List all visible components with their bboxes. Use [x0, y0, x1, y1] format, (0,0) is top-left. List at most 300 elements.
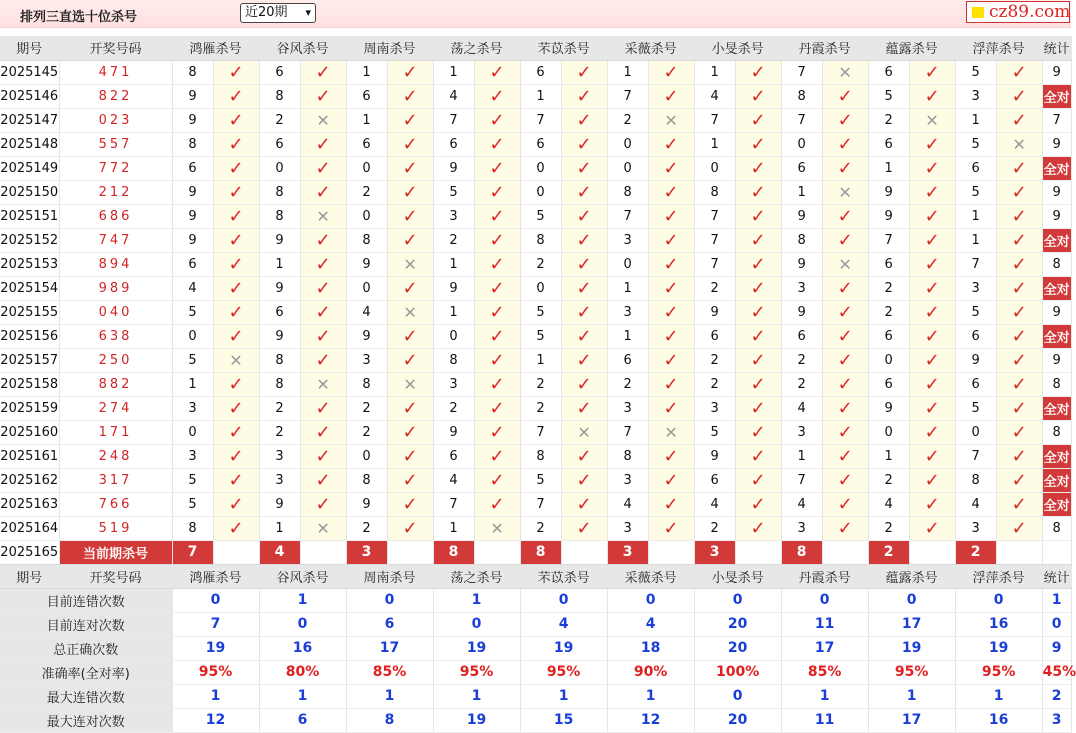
check-icon: ✓ [561, 468, 607, 492]
summary-value: 17 [868, 708, 955, 732]
summary-value: 1 [520, 684, 607, 708]
kill-number: 4 [781, 492, 822, 516]
check-icon: ✓ [561, 516, 607, 540]
check-icon: ✓ [213, 84, 259, 108]
cross-icon: ✕ [300, 372, 346, 396]
summary-value: 8 [346, 708, 433, 732]
kill-number: 8 [955, 468, 996, 492]
summary-label: 最大连对次数 [0, 708, 172, 732]
check-icon: ✓ [474, 348, 520, 372]
check-icon: ✓ [213, 396, 259, 420]
kill-number: 5 [172, 348, 213, 372]
stat-count: 8 [1042, 516, 1071, 540]
check-icon: ✓ [735, 156, 781, 180]
period-select[interactable] [240, 3, 316, 23]
kill-number: 7 [694, 252, 735, 276]
col-header-expert: 采薇杀号 [607, 36, 694, 60]
col-header-expert: 芣苡杀号 [520, 564, 607, 588]
kill-number: 0 [868, 348, 909, 372]
current-kill-spacer [909, 540, 955, 564]
check-icon: ✓ [387, 396, 433, 420]
issue-number: 2025163 [0, 492, 59, 516]
kill-number: 7 [955, 252, 996, 276]
kill-number: 2 [868, 468, 909, 492]
kill-number: 1 [955, 228, 996, 252]
issue-number: 2025149 [0, 156, 59, 180]
check-icon: ✓ [735, 252, 781, 276]
kill-number: 8 [781, 84, 822, 108]
check-icon: ✓ [909, 348, 955, 372]
draw-number: 040 [59, 300, 172, 324]
current-kill-number: 8 [433, 540, 474, 564]
summary-value: 17 [346, 636, 433, 660]
check-icon: ✓ [213, 492, 259, 516]
kill-number: 0 [607, 252, 648, 276]
check-icon: ✓ [561, 348, 607, 372]
kill-number: 9 [172, 228, 213, 252]
summary-row [0, 612, 1071, 636]
summary-value: 0 [520, 588, 607, 612]
check-icon: ✓ [300, 252, 346, 276]
check-icon: ✓ [909, 84, 955, 108]
draw-number: 557 [59, 132, 172, 156]
kill-number: 6 [346, 132, 387, 156]
check-icon: ✓ [387, 420, 433, 444]
check-icon: ✓ [300, 300, 346, 324]
col-header-stat: 统计 [1042, 564, 1071, 588]
check-icon: ✓ [561, 84, 607, 108]
check-icon: ✓ [909, 396, 955, 420]
cross-icon: ✕ [822, 252, 868, 276]
kill-number: 3 [172, 396, 213, 420]
kill-number: 2 [259, 420, 300, 444]
summary-label: 目前连错次数 [0, 588, 172, 612]
cross-icon: ✕ [909, 108, 955, 132]
kill-number: 9 [694, 300, 735, 324]
kill-number: 8 [259, 204, 300, 228]
summary-row [0, 708, 1071, 732]
summary-value: 1 [172, 684, 259, 708]
col-header-expert: 小旻杀号 [694, 36, 781, 60]
kill-number: 1 [955, 108, 996, 132]
kill-number: 3 [607, 396, 648, 420]
col-header-expert: 周南杀号 [346, 564, 433, 588]
draw-number: 250 [59, 348, 172, 372]
chevron-down-icon: ▾ [305, 6, 311, 19]
draw-number: 772 [59, 156, 172, 180]
kill-number: 1 [259, 516, 300, 540]
issue-number: 2025154 [0, 276, 59, 300]
check-icon: ✓ [996, 492, 1042, 516]
summary-value: 80% [259, 660, 346, 684]
check-icon: ✓ [735, 204, 781, 228]
draw-number: 894 [59, 252, 172, 276]
kill-number: 9 [346, 252, 387, 276]
check-icon: ✓ [735, 180, 781, 204]
check-icon: ✓ [387, 228, 433, 252]
check-icon: ✓ [648, 156, 694, 180]
kill-number: 9 [259, 228, 300, 252]
kill-number: 4 [868, 492, 909, 516]
summary-label: 总正确次数 [0, 636, 172, 660]
current-kill-spacer [822, 540, 868, 564]
draw-number: 317 [59, 468, 172, 492]
kill-number: 1 [346, 108, 387, 132]
check-icon: ✓ [300, 420, 346, 444]
check-icon: ✓ [474, 324, 520, 348]
check-icon: ✓ [561, 300, 607, 324]
issue-number: 2025152 [0, 228, 59, 252]
current-kill-number: 2 [955, 540, 996, 564]
check-icon: ✓ [300, 132, 346, 156]
check-icon: ✓ [387, 84, 433, 108]
stat-count: 7 [1042, 108, 1071, 132]
kill-number: 3 [781, 276, 822, 300]
all-correct-badge: 全对 [1042, 84, 1071, 108]
kill-number: 1 [433, 252, 474, 276]
check-icon: ✓ [387, 324, 433, 348]
check-icon: ✓ [387, 348, 433, 372]
kill-number: 1 [868, 444, 909, 468]
kill-number: 8 [781, 228, 822, 252]
check-icon: ✓ [474, 228, 520, 252]
check-icon: ✓ [996, 228, 1042, 252]
stat-count: 9 [1042, 132, 1071, 156]
stat-count: 8 [1042, 252, 1071, 276]
table-row [0, 516, 1071, 540]
kill-number: 6 [433, 132, 474, 156]
kill-number: 9 [433, 420, 474, 444]
check-icon: ✓ [213, 252, 259, 276]
summary-label: 目前连对次数 [0, 612, 172, 636]
kill-number: 0 [607, 156, 648, 180]
check-icon: ✓ [735, 228, 781, 252]
kill-number: 5 [955, 180, 996, 204]
kill-number: 4 [433, 84, 474, 108]
check-icon: ✓ [822, 324, 868, 348]
kill-number: 0 [346, 276, 387, 300]
kill-number: 6 [781, 324, 822, 348]
kill-number: 5 [955, 300, 996, 324]
table-row [0, 492, 1071, 516]
check-icon: ✓ [474, 396, 520, 420]
check-icon: ✓ [648, 372, 694, 396]
cross-icon: ✕ [474, 516, 520, 540]
col-header-expert: 鸿雁杀号 [172, 36, 259, 60]
cross-icon: ✕ [387, 252, 433, 276]
kill-number: 9 [346, 492, 387, 516]
summary-value: 18 [607, 636, 694, 660]
draw-number: 212 [59, 180, 172, 204]
kill-number: 8 [259, 372, 300, 396]
kill-number: 1 [781, 444, 822, 468]
kill-number: 3 [433, 372, 474, 396]
kill-number: 8 [346, 228, 387, 252]
summary-label: 准确率(全对率) [0, 660, 172, 684]
check-icon: ✓ [300, 156, 346, 180]
kill-number: 8 [607, 444, 648, 468]
kill-number: 6 [955, 372, 996, 396]
col-header-issue: 期号 [0, 36, 59, 60]
kill-number: 8 [433, 348, 474, 372]
summary-value: 6 [259, 708, 346, 732]
check-icon: ✓ [822, 132, 868, 156]
check-icon: ✓ [735, 276, 781, 300]
summary-value: 95% [433, 660, 520, 684]
check-icon: ✓ [561, 444, 607, 468]
kill-number: 9 [781, 300, 822, 324]
kill-number: 3 [259, 468, 300, 492]
kill-number: 2 [520, 396, 561, 420]
kill-number: 5 [694, 420, 735, 444]
kill-number: 1 [694, 132, 735, 156]
draw-number: 882 [59, 372, 172, 396]
check-icon: ✓ [909, 300, 955, 324]
kill-number: 3 [955, 516, 996, 540]
kill-number: 9 [955, 348, 996, 372]
check-icon: ✓ [474, 252, 520, 276]
check-icon: ✓ [213, 156, 259, 180]
check-icon: ✓ [996, 516, 1042, 540]
kill-number: 9 [433, 276, 474, 300]
current-kill-spacer [648, 540, 694, 564]
kill-number: 2 [868, 300, 909, 324]
kill-number: 7 [694, 228, 735, 252]
col-header-expert: 蕴露杀号 [868, 564, 955, 588]
check-icon: ✓ [300, 324, 346, 348]
summary-value: 17 [868, 612, 955, 636]
kill-number: 9 [172, 180, 213, 204]
check-icon: ✓ [648, 180, 694, 204]
summary-value: 16 [259, 636, 346, 660]
cross-icon: ✕ [387, 372, 433, 396]
check-icon: ✓ [735, 84, 781, 108]
kill-number: 0 [520, 156, 561, 180]
check-icon: ✓ [909, 324, 955, 348]
kill-number: 5 [520, 324, 561, 348]
kill-number: 7 [781, 468, 822, 492]
kill-number: 1 [694, 60, 735, 84]
check-icon: ✓ [300, 276, 346, 300]
kill-number: 2 [781, 348, 822, 372]
check-icon: ✓ [474, 108, 520, 132]
kill-number: 7 [520, 492, 561, 516]
summary-value: 1 [607, 684, 694, 708]
stat-count: 9 [1042, 300, 1071, 324]
check-icon: ✓ [474, 420, 520, 444]
current-kill-spacer [213, 540, 259, 564]
check-icon: ✓ [213, 132, 259, 156]
check-icon: ✓ [213, 108, 259, 132]
table-row [0, 324, 1071, 348]
kill-number: 5 [520, 300, 561, 324]
check-icon: ✓ [822, 204, 868, 228]
summary-value: 20 [694, 636, 781, 660]
check-icon: ✓ [648, 492, 694, 516]
draw-number: 747 [59, 228, 172, 252]
draw-number: 766 [59, 492, 172, 516]
summary-value: 15 [520, 708, 607, 732]
kill-number: 1 [433, 60, 474, 84]
check-icon: ✓ [909, 420, 955, 444]
kill-number: 6 [259, 300, 300, 324]
check-icon: ✓ [648, 468, 694, 492]
all-correct-badge: 全对 [1042, 276, 1071, 300]
kill-number: 9 [259, 276, 300, 300]
kill-number: 7 [433, 108, 474, 132]
table-row [0, 156, 1071, 180]
summary-value: 0 [346, 588, 433, 612]
check-icon: ✓ [996, 372, 1042, 396]
summary-label: 最大连错次数 [0, 684, 172, 708]
check-icon: ✓ [300, 468, 346, 492]
site-logo[interactable] [966, 1, 1070, 23]
check-icon: ✓ [735, 468, 781, 492]
kill-number: 9 [433, 156, 474, 180]
kill-number: 1 [346, 60, 387, 84]
summary-value: 95% [955, 660, 1042, 684]
check-icon: ✓ [735, 444, 781, 468]
cross-icon: ✕ [648, 420, 694, 444]
check-icon: ✓ [561, 180, 607, 204]
issue-number: 2025153 [0, 252, 59, 276]
cross-icon: ✕ [561, 420, 607, 444]
current-kill-number: 3 [346, 540, 387, 564]
kill-number: 6 [955, 156, 996, 180]
summary-value: 11 [781, 612, 868, 636]
check-icon: ✓ [300, 444, 346, 468]
page-title: 排列三直选十位杀号 [20, 10, 138, 25]
summary-value: 95% [868, 660, 955, 684]
col-header-expert: 周南杀号 [346, 36, 433, 60]
kill-number: 1 [259, 252, 300, 276]
kill-number: 3 [607, 228, 648, 252]
summary-value: 11 [781, 708, 868, 732]
col-header-expert: 浮萍杀号 [955, 36, 1042, 60]
summary-value: 19 [433, 636, 520, 660]
check-icon: ✓ [909, 204, 955, 228]
kill-number: 6 [172, 252, 213, 276]
summary-stat: 3 [1042, 708, 1071, 732]
all-correct-badge: 全对 [1042, 492, 1071, 516]
check-icon: ✓ [996, 468, 1042, 492]
check-icon: ✓ [213, 324, 259, 348]
summary-value: 90% [607, 660, 694, 684]
check-icon: ✓ [996, 252, 1042, 276]
kill-number: 1 [868, 156, 909, 180]
kill-number: 6 [694, 468, 735, 492]
summary-value: 1 [868, 684, 955, 708]
kill-number: 9 [868, 204, 909, 228]
check-icon: ✓ [909, 60, 955, 84]
table-row [0, 84, 1071, 108]
kill-number: 6 [781, 156, 822, 180]
summary-header-row [0, 564, 1071, 588]
current-kill-number: 3 [694, 540, 735, 564]
summary-value: 19 [520, 636, 607, 660]
kill-number: 2 [346, 396, 387, 420]
check-icon: ✓ [996, 348, 1042, 372]
kill-number: 5 [172, 300, 213, 324]
kill-number: 4 [172, 276, 213, 300]
check-icon: ✓ [561, 228, 607, 252]
summary-value: 20 [694, 612, 781, 636]
check-icon: ✓ [735, 324, 781, 348]
period-select-value: 近20期 [245, 5, 288, 20]
stat-count: 8 [1042, 372, 1071, 396]
cross-icon: ✕ [300, 204, 346, 228]
kill-number-table [0, 36, 1076, 733]
draw-number: 638 [59, 324, 172, 348]
check-icon: ✓ [648, 396, 694, 420]
check-icon: ✓ [213, 516, 259, 540]
kill-number: 6 [520, 132, 561, 156]
check-icon: ✓ [735, 492, 781, 516]
summary-value: 0 [694, 684, 781, 708]
kill-number: 7 [781, 60, 822, 84]
check-icon: ✓ [822, 372, 868, 396]
kill-number: 8 [172, 516, 213, 540]
current-kill-spacer [474, 540, 520, 564]
stat-count: 9 [1042, 180, 1071, 204]
kill-number: 3 [694, 396, 735, 420]
check-icon: ✓ [996, 324, 1042, 348]
kill-number: 8 [346, 468, 387, 492]
summary-value: 1 [433, 588, 520, 612]
col-header-issue: 期号 [0, 564, 59, 588]
kill-number: 9 [172, 204, 213, 228]
kill-number: 3 [346, 348, 387, 372]
summary-value: 12 [607, 708, 694, 732]
kill-number: 7 [520, 108, 561, 132]
kill-number: 3 [433, 204, 474, 228]
check-icon: ✓ [387, 204, 433, 228]
summary-value: 0 [694, 588, 781, 612]
current-kill-spacer [387, 540, 433, 564]
kill-number: 9 [868, 180, 909, 204]
kill-number: 5 [172, 468, 213, 492]
current-kill-spacer [561, 540, 607, 564]
summary-value: 0 [172, 588, 259, 612]
check-icon: ✓ [387, 444, 433, 468]
issue-number: 2025157 [0, 348, 59, 372]
all-correct-badge: 全对 [1042, 396, 1071, 420]
check-icon: ✓ [213, 60, 259, 84]
kill-number: 2 [694, 276, 735, 300]
check-icon: ✓ [822, 420, 868, 444]
col-header-expert: 谷风杀号 [259, 36, 346, 60]
cross-icon: ✕ [213, 348, 259, 372]
kill-number: 4 [781, 396, 822, 420]
kill-number: 0 [520, 276, 561, 300]
table-row [0, 300, 1071, 324]
summary-value: 0 [259, 612, 346, 636]
check-icon: ✓ [735, 132, 781, 156]
kill-number: 6 [868, 132, 909, 156]
issue-number: 2025150 [0, 180, 59, 204]
stat-count: 9 [1042, 348, 1071, 372]
current-kill-label: 当前期杀号 [59, 540, 172, 564]
col-header-expert: 小旻杀号 [694, 564, 781, 588]
check-icon: ✓ [735, 108, 781, 132]
kill-number: 8 [259, 180, 300, 204]
kill-number: 2 [433, 396, 474, 420]
cross-icon: ✕ [300, 108, 346, 132]
kill-number: 0 [346, 444, 387, 468]
col-header-expert: 荡之杀号 [433, 564, 520, 588]
check-icon: ✓ [561, 276, 607, 300]
kill-number: 5 [955, 132, 996, 156]
